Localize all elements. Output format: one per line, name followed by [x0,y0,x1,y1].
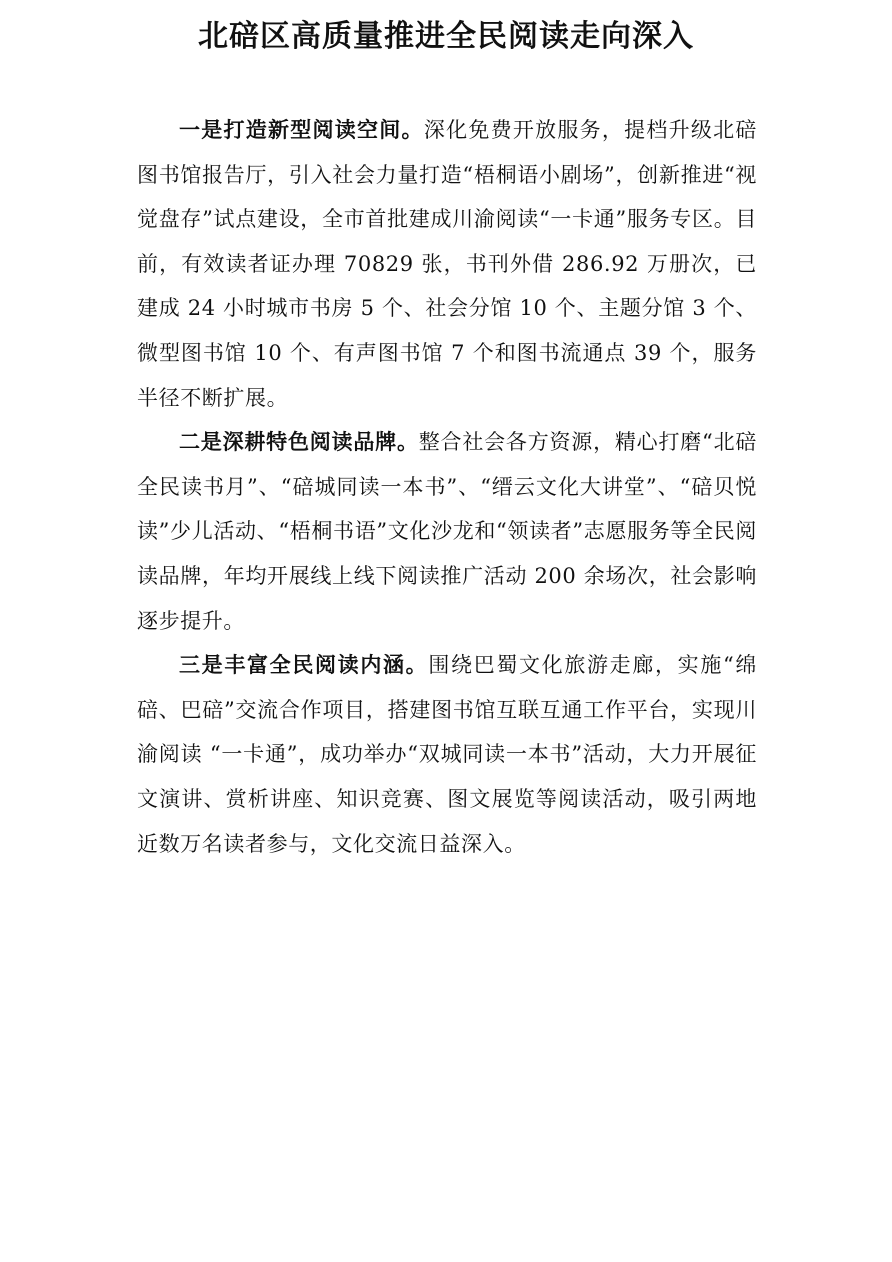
paragraph-reading-space [137,108,757,420]
paragraph-lead: 一是打造新型阅读空间。 [179,117,424,142]
document-body [137,108,757,866]
document-title: 北碚区高质量推进全民阅读走向深入 [198,19,694,54]
paragraph-lead: 三是丰富全民阅读内涵。 [179,652,429,678]
paragraph-reading-connotation [137,643,757,866]
paragraph-text: 整合社会各方资源，精心打磨“北碚全民读书月”、“碚城同读一本书”、“缙云文化大讲堂”、“碚贝悦读”少儿活动、“梧桐书语”文化沙龙和“领读者”志愿服务等全民阅读品牌，年均开展线上线下阅读推广活动 200 余场次，社会影响逐步提升。 [137,430,757,633]
paragraph-text: 围绕巴蜀文化旅游走廊，实施“绵碚、巴碚”交流合作项目，搭建图书馆互联互通工作平台，实现川渝阅读 “一卡通”，成功举办“双城同读一本书”活动，大力开展征文演讲、赏析讲座、知识竞赛、图文展览等阅读活动，吸引两地近数万名读者参与，文化交流日益深入。 [137,653,757,856]
paragraph-reading-brand [137,420,757,643]
paragraph-text: 深化免费开放服务，提档升级北碚图书馆报告厅，引入社会力量打造“梧桐语小剧场”，创新推进“视觉盘存”试点建设，全市首批建成川渝阅读“一卡通”服务专区。目前，有效读者证办理 70829 张，书刊外借 286.92 万册次，已建成 24 小时城市书房 5 个、社会分馆 10 个、主题分馆 3 个、微型图书馆 10 个、有声图书馆 7 个和图书流通点 39 个，服务半径不断扩展。 [137,118,757,410]
paragraph-lead: 二是深耕特色阅读品牌。 [179,429,419,455]
